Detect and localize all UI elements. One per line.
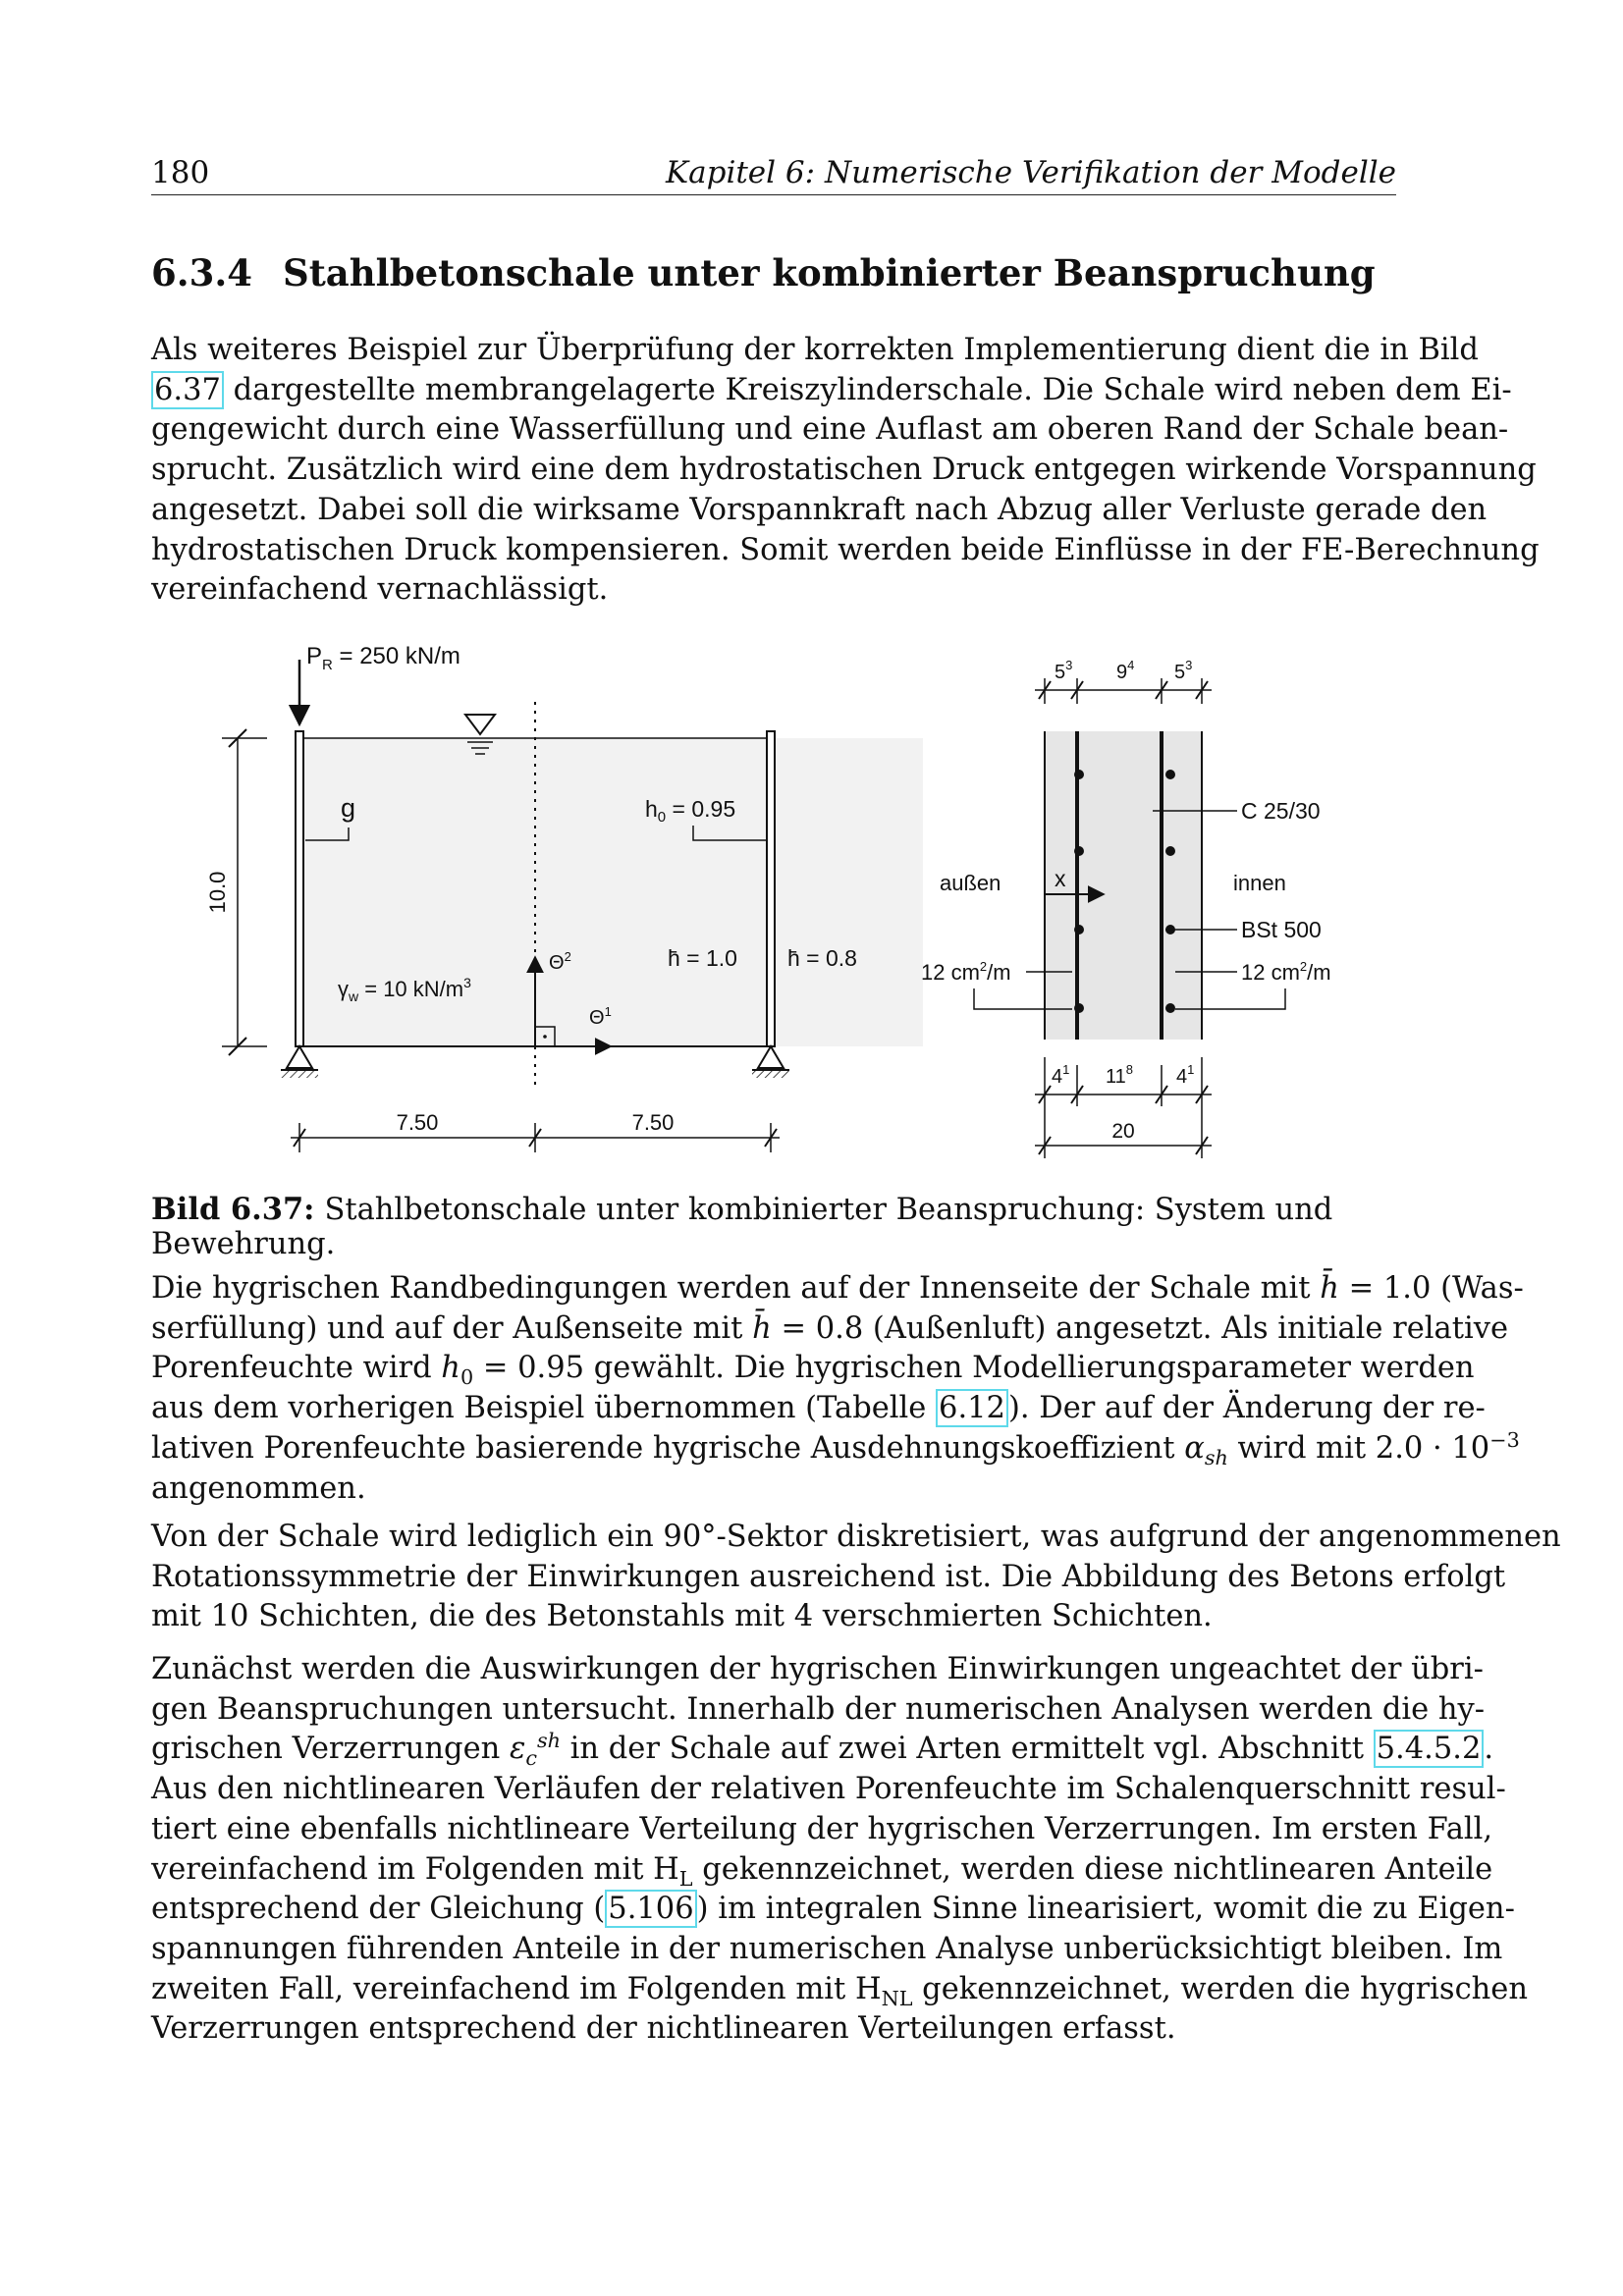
text-line: [151, 1890, 1515, 1930]
text-line: tiert eine ebenfalls nichtlineare Verteilung der hygrischen Verzerrungen. Im ersten Fall,: [151, 1811, 1493, 1846]
height-label: 10.0: [205, 871, 230, 914]
bottom-dim-b: $11^8$: [1106, 1062, 1133, 1088]
text-line: Als weiteres Beispiel zur Überprüfung der korrekten Implementierung dient die in Bild: [151, 333, 1479, 367]
section-link[interactable]: 5.4.5.2: [1374, 1730, 1485, 1768]
text-fragment: .: [1484, 1732, 1494, 1767]
text-line: [151, 1427, 1520, 1469]
water-density-label: $\gamma_w = 10$ $kN/m^3$: [338, 975, 471, 1004]
text-line: [151, 1850, 1493, 1891]
text-line: [151, 1349, 1475, 1390]
math-symbol: ε: [509, 1732, 526, 1767]
section-concrete: [1045, 731, 1202, 1040]
text-fragment: ) im integralen Sinne linearisiert, womit die zu Eigen-: [696, 1892, 1515, 1927]
figure-link[interactable]: 6.37: [151, 371, 224, 409]
math-symbol: α: [1184, 1430, 1205, 1466]
text-fragment: in der Schale auf zwei Arten ermittelt vgl. Abschnitt: [560, 1732, 1374, 1767]
math-superscript: sh: [536, 1729, 561, 1753]
paragraph-boundary-conditions: [151, 1269, 1524, 1509]
math-symbol: h̄: [752, 1310, 772, 1346]
text-line: Aus den nichtlinearen Verläufen der relativen Porenfeuchte im Schalenquerschnitt resul-: [151, 1772, 1506, 1807]
text-fragment: vereinfachend im Folgenden mit H: [151, 1851, 679, 1887]
text-line: [151, 371, 1512, 411]
text-line: gengewicht durch eine Wasserfüllung und eine Auflast am oberen Rand der Schale bean-: [151, 412, 1509, 448]
text-fragment: lativen Porenfeuchte basierende hygrische Ausdehnungskoeffizient: [151, 1430, 1185, 1466]
text-fragment: zweiten Fall, vereinfachend im Folgenden mit H: [151, 1971, 882, 2006]
bottom-dim-c: $4^1$: [1176, 1062, 1195, 1088]
thickness-label: 20: [1111, 1120, 1135, 1143]
text-line: Zunächst werden die Auswirkungen der hygrischen Einwirkungen ungeachtet der übri-: [151, 1652, 1484, 1686]
concrete-label: C 25/30: [1241, 798, 1321, 824]
text-fragment: gekennzeichnet, werden diese nichtlinearen Anteile: [692, 1851, 1493, 1887]
math-superscript: −3: [1489, 1427, 1520, 1452]
figure-caption: [151, 1192, 1396, 1261]
text-line: spannungen führenden Anteile in der numerischen Analyse unberücksichtigt bleiben. Im: [151, 1931, 1503, 1966]
top-dim-c: $5^3$: [1174, 658, 1193, 683]
load-label: $P_R = 250$ kN/m: [306, 643, 460, 673]
span-right-label: 7.50: [631, 1110, 675, 1135]
text-line: hydrostatischen Druck kompensieren. Somit werden beide Einflüsse in der FE-Berechnung: [151, 532, 1540, 567]
text-fragment: entsprechend der Gleichung (: [151, 1892, 606, 1927]
subscript: NL: [881, 1986, 913, 2010]
top-dim-a: $5^3$: [1055, 658, 1073, 683]
right-wall: [767, 731, 775, 1046]
right-support-icon: [752, 1046, 789, 1078]
theta1-label: $\Theta^1$: [589, 1004, 612, 1029]
outside-humidity-label: h̄ = 0.8: [787, 945, 857, 971]
paragraph-discretisation: [151, 1518, 1561, 1637]
math-subscript: 0: [460, 1365, 474, 1390]
text-fragment: Porenfeuchte wird: [151, 1351, 442, 1386]
caption-label: Bild 6.37:: [151, 1192, 315, 1227]
x-axis-label: x: [1055, 866, 1066, 891]
text-line: vereinfachend vernachlässigt.: [151, 572, 609, 608]
outside-label: außen: [940, 871, 1001, 895]
text-fragment: dargestellte membrangelagerte Kreiszylinderschale. Die Schale wird neben dem Ei-: [223, 372, 1512, 407]
text-line: angenommen.: [151, 1470, 366, 1506]
page: [151, 0, 1561, 2296]
text-fragment: = 0.8 (Außenluft) angesetzt. Als initiale relative: [771, 1310, 1509, 1346]
section-number: 6.3.4: [151, 251, 252, 294]
rebar-right-label: 12 $cm^2/m$: [1241, 959, 1331, 985]
span-left-label: 7.50: [396, 1110, 439, 1135]
text-fragment: aus dem vorherigen Beispiel übernommen (Tabelle: [151, 1391, 937, 1426]
math-subscript: c: [525, 1746, 537, 1771]
text-line: Verzerrungen entsprechend der nichtlinearen Verteilungen erfasst.: [151, 2011, 1176, 2047]
table-link[interactable]: 6.12: [936, 1389, 1008, 1427]
text-fragment: gekennzeichnet, werden die hygrischen: [912, 1971, 1528, 2006]
paragraph-hygric-strains: [151, 1650, 1528, 2050]
text-line: [151, 1729, 1494, 1771]
text-fragment: = 1.0 (Was-: [1338, 1271, 1524, 1306]
text-line: [151, 1389, 1486, 1429]
text-line: mit 10 Schichten, die des Betonstahls mit 4 verschmierten Schichten.: [151, 1599, 1213, 1634]
section-heading: [151, 251, 1376, 294]
h0-label: $h_0 = 0.95$: [645, 796, 736, 826]
figure-diagram: [151, 633, 1396, 1163]
math-subscript: sh: [1204, 1445, 1228, 1469]
text-line: [151, 1269, 1524, 1309]
page-number: 180: [151, 155, 210, 190]
text-fragment: grischen Verzerrungen: [151, 1732, 510, 1767]
text-line: [151, 1309, 1509, 1350]
text-fragment: ). Der auf der Änderung der re-: [1007, 1391, 1486, 1426]
rebar-left-label: 12 $cm^2/m$: [921, 959, 1011, 985]
steel-label: BSt 500: [1241, 917, 1322, 942]
text-line: sprucht. Zusätzlich wird eine dem hydrostatischen Druck entgegen wirkende Vorspannung: [151, 453, 1537, 488]
left-support-icon: [281, 1046, 318, 1078]
subscript: L: [678, 1866, 693, 1891]
inside-humidity-label: h̄ = 1.0: [668, 945, 737, 971]
text-fragment: Die hygrischen Randbedingungen werden auf der Innenseite der Schale mit: [151, 1271, 1321, 1306]
running-title: Kapitel 6: Numerische Verifikation der Modelle: [665, 155, 1396, 190]
theta2-label: $\Theta^2$: [549, 949, 571, 974]
inside-label: innen: [1233, 871, 1286, 895]
running-header: [151, 155, 1396, 195]
top-dim-b: $9^4$: [1116, 658, 1135, 683]
text-fragment: = 0.95 gewählt. Die hygrischen Modellierungsparameter werden: [473, 1351, 1475, 1386]
equation-link[interactable]: 5.106: [605, 1890, 696, 1928]
section-title: Stahlbetonschale unter kombinierter Beanspruchung: [283, 251, 1376, 294]
math-symbol: h: [441, 1351, 460, 1386]
paragraph-intro: [151, 331, 1540, 611]
bottom-dim-a: $4^1$: [1052, 1062, 1070, 1088]
text-fragment: wird mit 2.0 · 10: [1227, 1430, 1490, 1466]
text-line: gen Beanspruchungen untersucht. Innerhalb der numerischen Analysen werden die hy-: [151, 1691, 1486, 1727]
self-weight-label: g: [341, 793, 356, 823]
left-wall: [296, 731, 303, 1046]
text-line: [151, 1970, 1528, 2010]
text-line: angesetzt. Dabei soll die wirksame Vorspannkraft nach Abzug aller Verluste gerade den: [151, 492, 1488, 527]
math-symbol: h̄: [1320, 1271, 1339, 1306]
caption-text: Stahlbetonschale unter kombinierter Beanspruchung: System und Bewehrung.: [151, 1193, 1333, 1261]
text-line: Von der Schale wird lediglich ein 90°-Sektor diskretisiert, was aufgrund der angenommenen: [151, 1520, 1561, 1554]
text-line: Rotationssymmetrie der Einwirkungen ausreichend ist. Die Abbildung des Betons erfolgt: [151, 1559, 1506, 1594]
span-dimension: [291, 1123, 780, 1152]
figure-6-37: [151, 633, 1396, 1163]
text-fragment: serfüllung) und auf der Außenseite mit: [151, 1310, 753, 1346]
